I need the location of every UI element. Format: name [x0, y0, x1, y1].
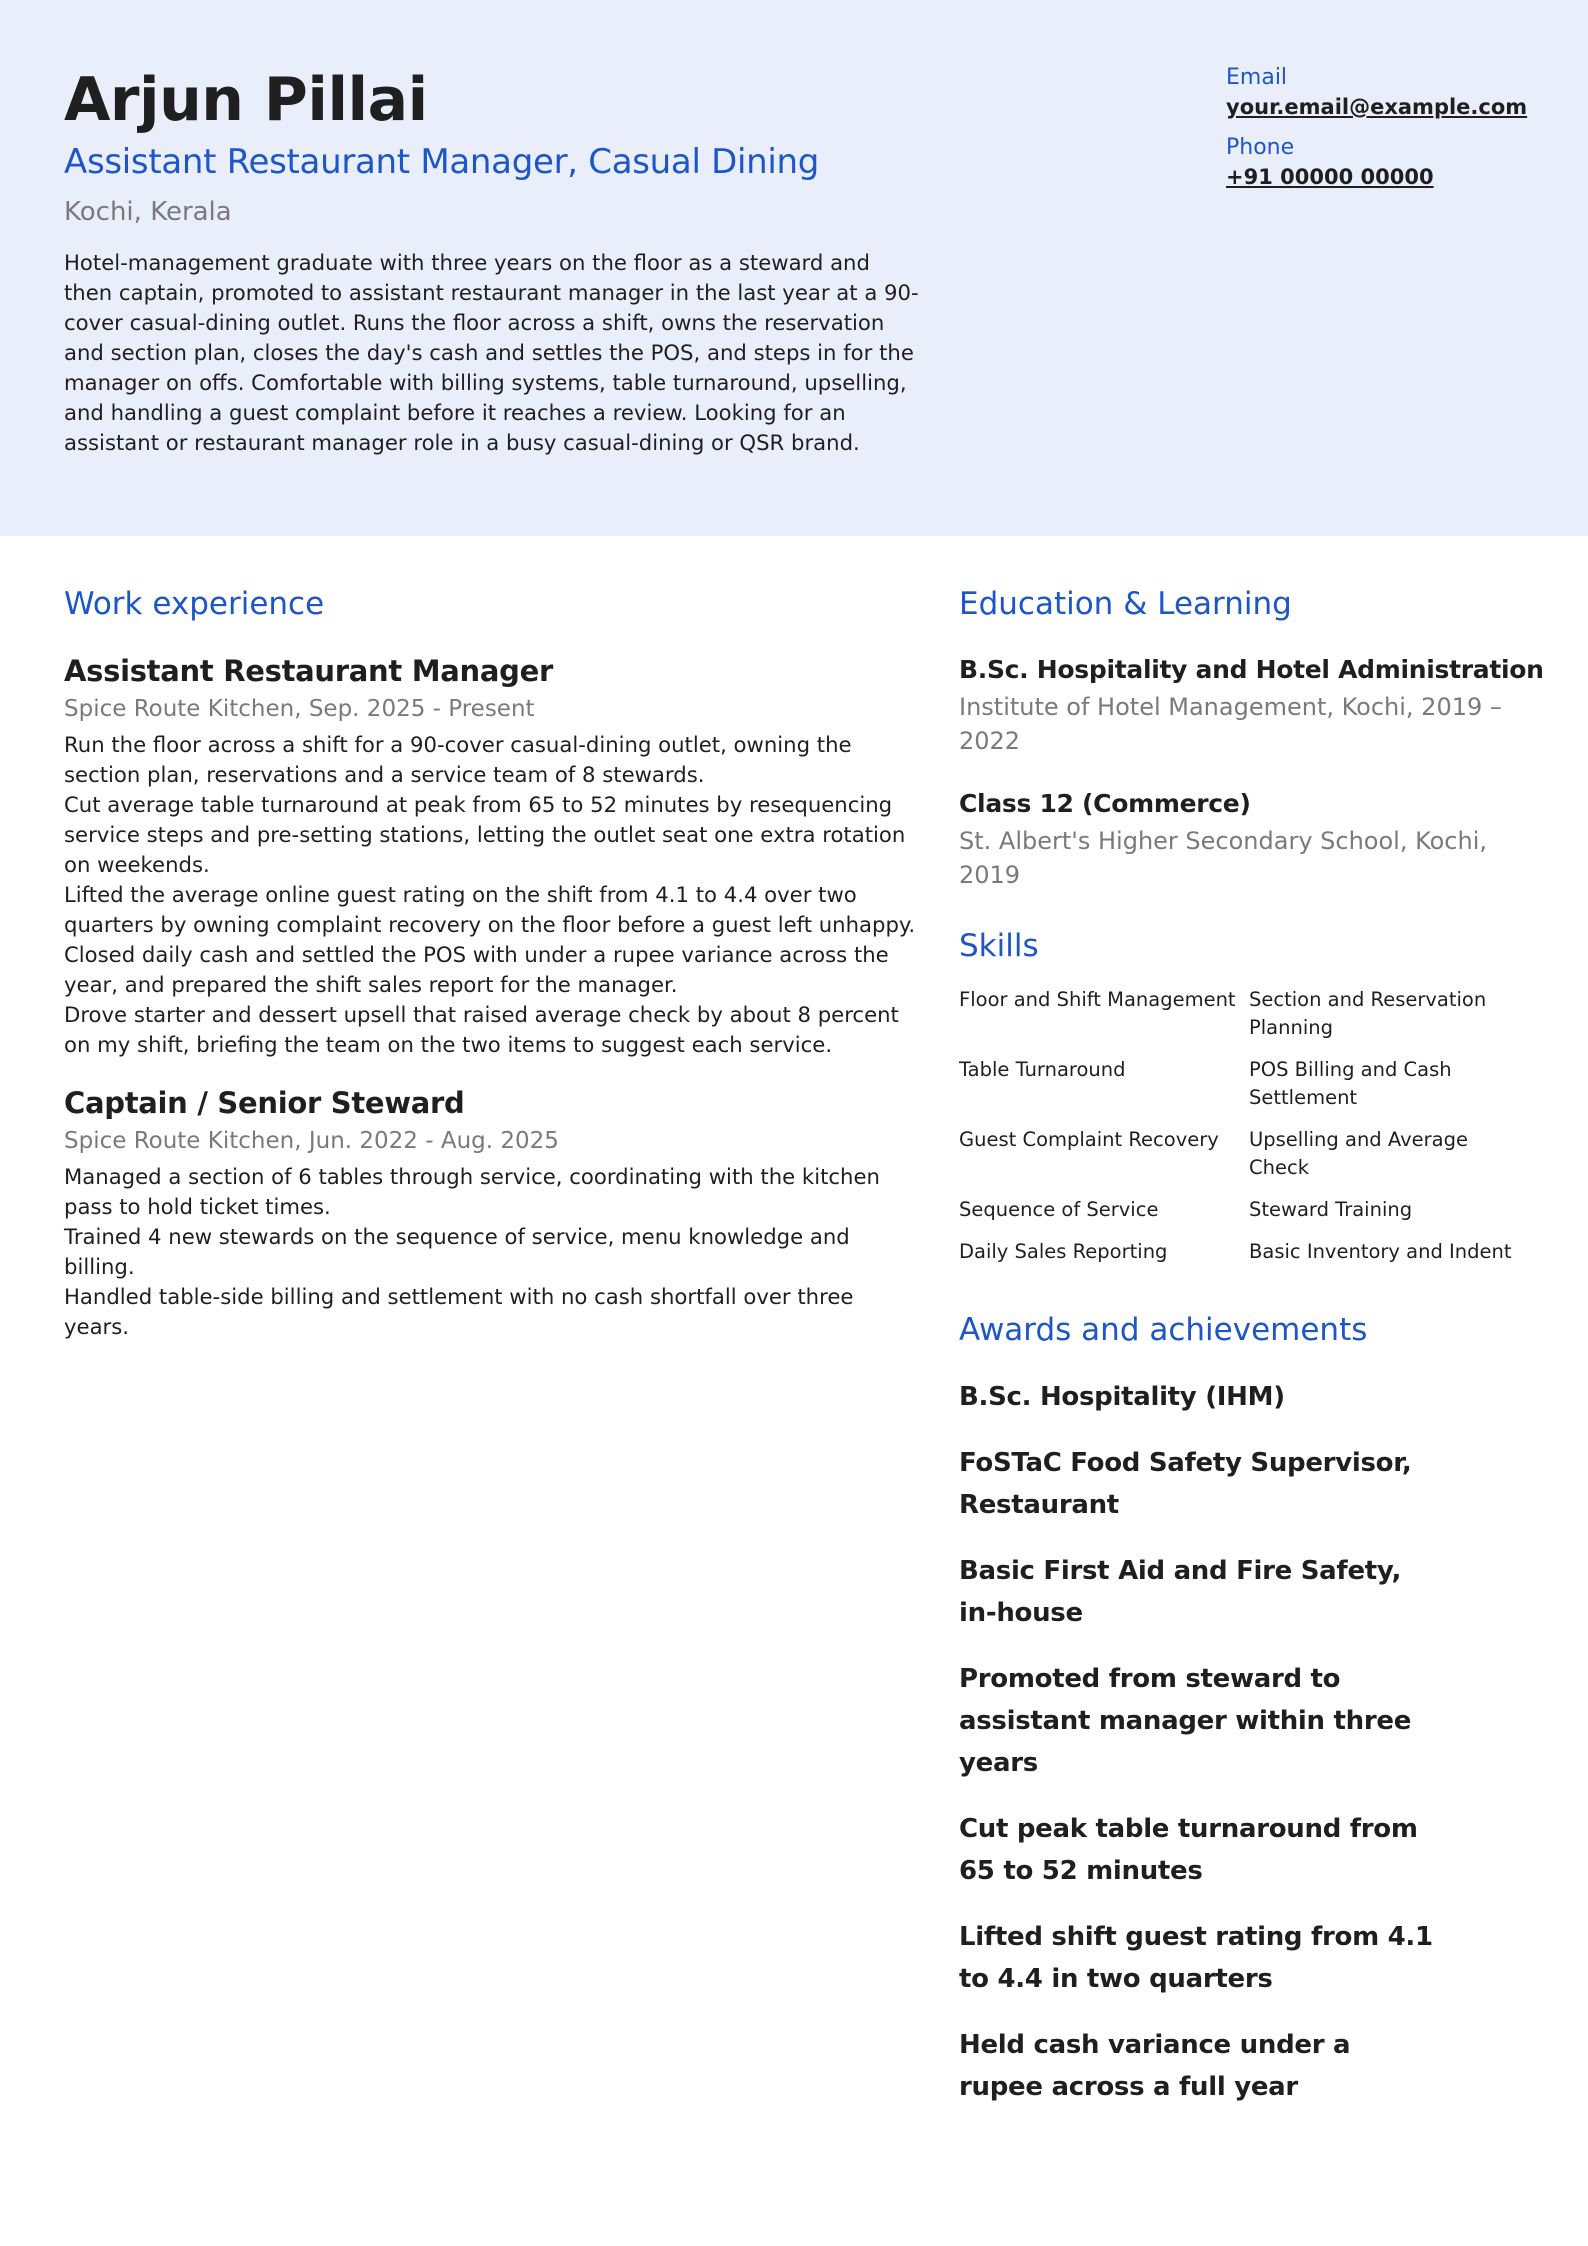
- job-meta: Spice Route Kitchen, Sep. 2025 - Present: [64, 696, 535, 722]
- education-item: [959, 784, 1539, 892]
- profile-summary: Hotel-management graduate with three years on the floor as a steward and then captain, promoted to assistant restaurant manager in the last year at a 90-cover casual-dining outlet. Runs the floor across a shift, owns the reservation and section plan, closes the day's cash and settles the POS, and steps in for the manager on offs. Comfortable with billing systems, table turnaround, upselling, and handling a guest complaint before it reaches a review. Looking for an assistant or restaurant manager role in a busy casual-dining or QSR brand.: [64, 250, 919, 455]
- skill-item: Upselling and Average Check: [1249, 1128, 1468, 1179]
- job-bullet: Cut average table turnaround at peak from 65 to 52 minutes by resequencing service steps and pre-setting stations, letting the outlet seat one extra rotation on weekends.: [64, 792, 906, 877]
- awards-list: [959, 1376, 1539, 2108]
- phone-label: Phone: [1226, 135, 1295, 160]
- job-bullet: Lifted the average online guest rating on the shift from 4.1 to 4.4 over two quarters by owning complaint recovery on the floor before a guest left unhappy.: [64, 882, 916, 937]
- job-bullet: Trained 4 new stewards on the sequence of service, menu knowledge and billing.: [64, 1224, 850, 1279]
- email-label: Email: [1226, 65, 1288, 90]
- job-entry: [64, 1082, 924, 1342]
- awards-heading: Awards and achievements: [959, 1312, 1368, 1348]
- right-column: [959, 580, 1544, 2132]
- skill-item: POS Billing and Cash Settlement: [1249, 1058, 1452, 1109]
- contact-block: [1226, 64, 1556, 204]
- candidate-title: Assistant Restaurant Manager, Casual Dining: [64, 142, 820, 182]
- job-entry: [64, 650, 924, 1060]
- job-bullet: Drove starter and dessert upsell that raised average check by about 8 percent on my shift, briefing the team on the two items to suggest each service.: [64, 1002, 899, 1057]
- job-bullet: Run the floor across a shift for a 90-cover casual-dining outlet, owning the section plan, reservations and a service team of 8 stewards.: [64, 732, 852, 787]
- degree-meta: St. Albert's Higher Secondary School, Kochi, 2019: [959, 827, 1488, 889]
- award-item: FoSTaC Food Safety Supervisor, Restaurant: [959, 1448, 1412, 1520]
- skill-item: Steward Training: [1249, 1198, 1413, 1221]
- job-bullet: Closed daily cash and settled the POS with under a rupee variance across the year, and prepared the shift sales report for the manager.: [64, 942, 889, 997]
- skill-item: Section and Reservation Planning: [1249, 988, 1487, 1039]
- skill-item: Daily Sales Reporting: [959, 1240, 1168, 1263]
- skill-item: Sequence of Service: [959, 1198, 1159, 1221]
- degree-meta: Institute of Hotel Management, Kochi, 2019 – 2022: [959, 693, 1502, 755]
- job-title: Captain / Senior Steward: [64, 1086, 465, 1120]
- award-item: B.Sc. Hospitality (IHM): [959, 1382, 1285, 1412]
- job-bullet-list: [64, 730, 924, 1060]
- award-item: Promoted from steward to assistant manager within three years: [959, 1664, 1412, 1778]
- email-link[interactable]: your.email@example.com: [1226, 95, 1528, 119]
- job-title: Assistant Restaurant Manager: [64, 654, 553, 688]
- candidate-location: Kochi, Kerala: [64, 197, 232, 227]
- award-item: Held cash variance under a rupee across a full year: [959, 2030, 1351, 2102]
- candidate-name: Arjun Pillai: [64, 65, 428, 135]
- job-bullet: Handled table-side billing and settlement with no cash shortfall over three years.: [64, 1284, 854, 1339]
- work-experience-heading: Work experience: [64, 586, 325, 622]
- skill-item: Table Turnaround: [959, 1058, 1126, 1081]
- job-meta: Spice Route Kitchen, Jun. 2022 - Aug. 2025: [64, 1128, 559, 1154]
- skills-heading: Skills: [959, 928, 1039, 964]
- degree-title: B.Sc. Hospitality and Hotel Administration: [959, 655, 1544, 684]
- phone-link[interactable]: +91 00000 00000: [1226, 165, 1434, 189]
- left-column: [64, 580, 924, 1364]
- job-bullet: Managed a section of 6 tables through service, coordinating with the kitchen pass to hold ticket times.: [64, 1164, 880, 1219]
- resume-header: [0, 0, 1588, 536]
- skill-item: Guest Complaint Recovery: [959, 1128, 1219, 1151]
- education-heading: Education & Learning: [959, 586, 1292, 622]
- degree-title: Class 12 (Commerce): [959, 789, 1251, 818]
- award-item: Cut peak table turnaround from 65 to 52 minutes: [959, 1814, 1418, 1886]
- award-item: Lifted shift guest rating from 4.1 to 4.4 in two quarters: [959, 1922, 1433, 1994]
- skill-item: Basic Inventory and Indent: [1249, 1240, 1512, 1263]
- job-bullet-list: [64, 1162, 924, 1342]
- award-item: Basic First Aid and Fire Safety, in-house: [959, 1556, 1402, 1628]
- skill-item: Floor and Shift Management: [959, 988, 1236, 1011]
- education-item: [959, 650, 1544, 758]
- skills-grid: [959, 986, 1539, 1266]
